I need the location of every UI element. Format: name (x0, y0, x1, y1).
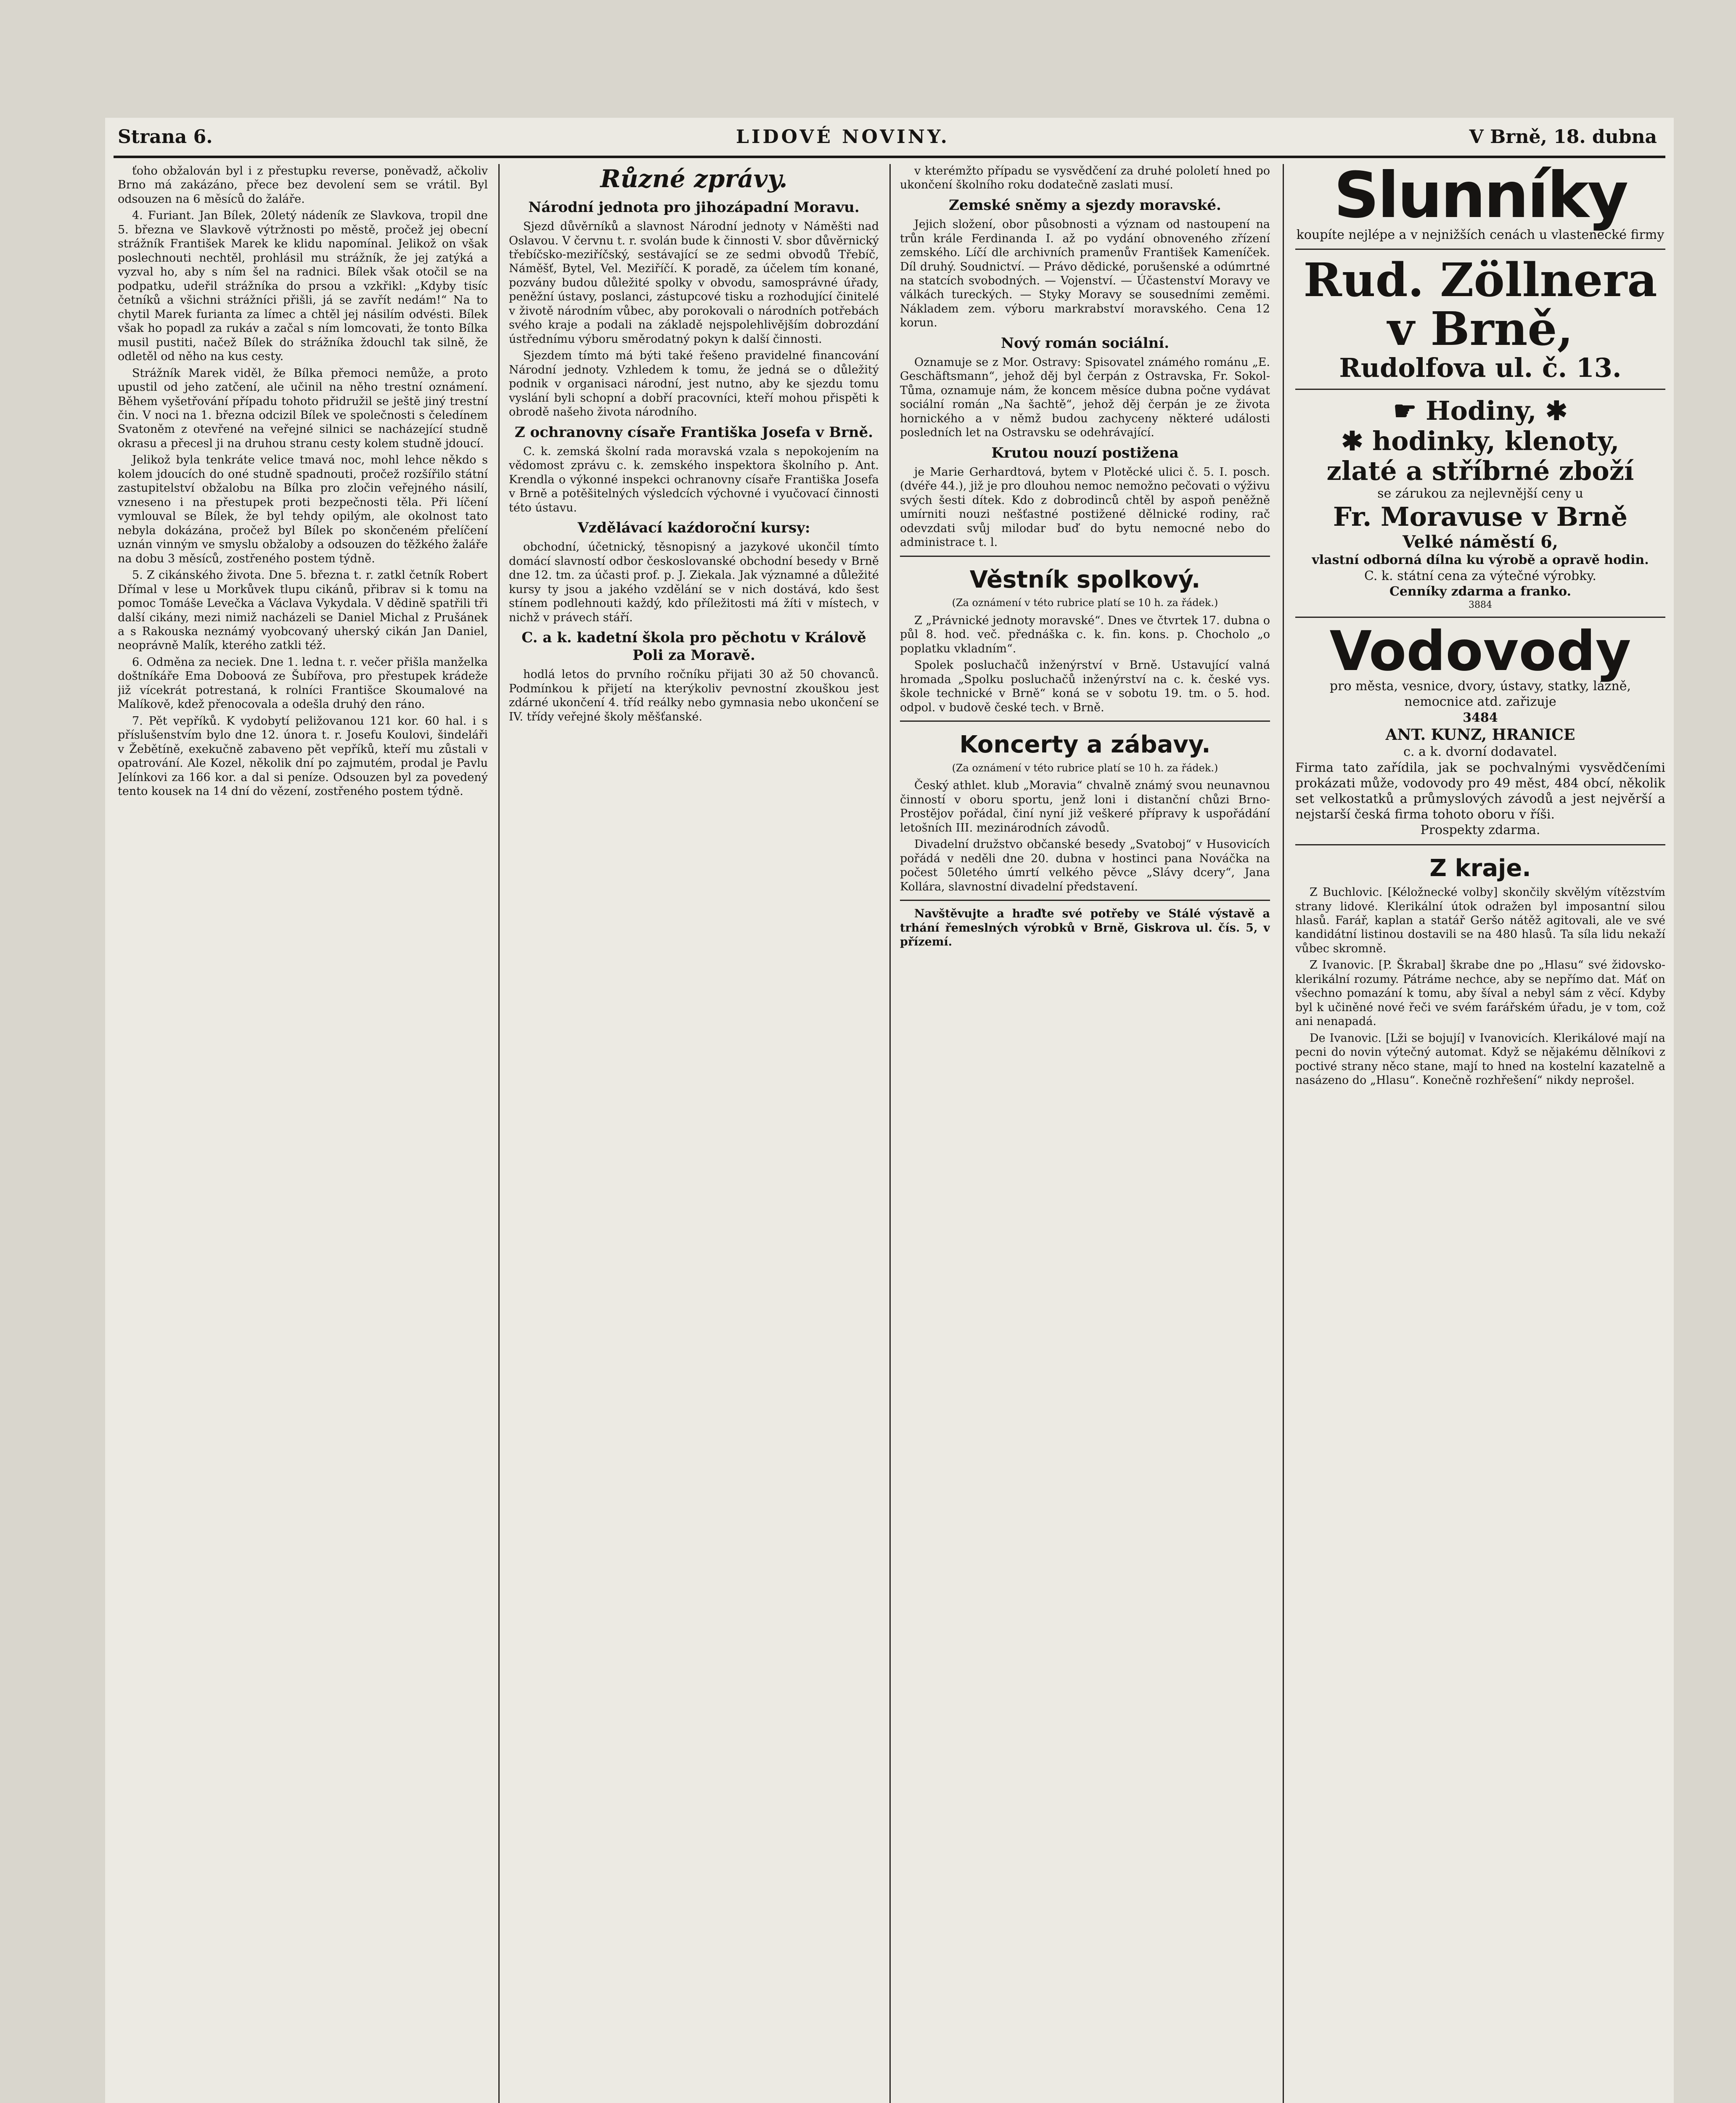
ad-line: C. k. státní cena za výtečné výrobky. (1364, 568, 1596, 583)
article-heading: C. a k. kadetní škola pro pěchotu v Králově Poli za Moravě. (521, 629, 866, 664)
page-number: Strana 6. (118, 126, 213, 148)
article-paragraph: obchodní, účetnický, těsnopisný a jazykové ukončil tímto domácí slavností odbor českoslovanské obchodní besedy v Brně dne 12. tm. za účasti prof. p. J. Ziekala. Jak významné a důležité kursy ty jsou a jakého vzdělání se v nich dostává, kdo šest stínem podlehnouti každý, kdo příležitosti má žíti v místech, v nichž v právech stáří. (509, 540, 879, 624)
column-news-and-societies (900, 164, 1270, 2103)
article-paragraph: Divadelní družstvo občanské besedy „Svatoboj“ v Husovicích pořádá v neděli dne 20. dubna v hostinci pana Nováčka na počest 50letého úmrtí velkého pěvce „Slávy dcery“, Jana Kollára, slavnostní divadelní představení. (900, 838, 1270, 893)
section-heading: Různé zprávy. (600, 164, 788, 193)
article-paragraph: v kterémžto případu se vysvědčení za druhé pololetí hned po ukončení školního roku dodatečně zaslati musí. (900, 164, 1270, 192)
ad-line: Cenníky zdarma a franko. (1389, 584, 1572, 599)
ad-line: se zárukou za nejlevnější ceny u (1377, 486, 1583, 501)
article-heading: Z ochranovny císaře Františka Josefa v Brně. (514, 424, 873, 441)
ad-title: Slunníky (1334, 164, 1627, 232)
section-heading: Z kraje. (1429, 854, 1531, 882)
article-paragraph: ťoho obžalován byl i z přestupku reverse, poněvadž, ačkoliv Brno má zakázáno, přece bez devolení sem se vrátil. Byl odsouzen na 6 měsíců do žaláře. (118, 164, 488, 206)
ad-firm-name: Rud. Zöllnera (1303, 253, 1657, 307)
ad-foot: Prospekty zdarma. (1420, 823, 1540, 838)
article-paragraph: Sjezd důvěrníků a slavnost Národní jednoty v Náměšti nad Oslavou. V červnu t. r. svolán bude k činnosti V. sbor důvěrnický třebíčsko-meziříčský, sestávající se ze sedmi obvodů Třebíč, Náměšť, Bytel, Vel. Meziříčí. K poradě, za účelem tím konané, pozvány budou důležité spolky v obvodu, samosprávné úřady, peněžní ústavy, poslanci, zástupcové tisku a rozhodující činitelé v životě národním vůbec, aby porokovali o národních potřebách svého kraje a podali na základě nejspolehlivějším dobrozdání ústřednímu výboru směrodatný pokyn k další činnosti. (509, 220, 879, 346)
ad-text: pro města, vesnice, dvory, ústavy, statky, lázně, nemocnice atd. zařizuje (1329, 679, 1631, 710)
divider (900, 720, 1270, 722)
divider (1295, 389, 1665, 390)
ad-line: vlastní odborná dílna ku výrobě a opravě hodin. (1312, 553, 1649, 568)
masthead (105, 126, 1674, 151)
section-heading: Věstník spolkový. (969, 566, 1201, 593)
article-reward: 6. Odměna za neciek. Dne 1. ledna t. r. večer přišla manželka doštníkáře Ema Doboová ze Šubířova, pro přestupek krádeže již vícekrát potrestaná, k rolníci Františce Skoumalové na Malíkově, kdež přenocovala a odešla druhý den ráno. (118, 655, 488, 711)
article-heading: Zemské sněmy a sjezdy moravské. (949, 196, 1221, 214)
column-various-news (509, 164, 879, 2103)
newspaper-page (105, 118, 1674, 2103)
article-paragraph: C. k. zemská školní rada moravská vzala s nepokojením na vědomost zprávu c. k. zemského inspektora školního p. Ant. Krendla o výkonné inspekci ochranovny císaře Františka Josefa v Brně a potěšitelných výsledcích výchovné i vyučovací činnosti této ústavu. (509, 445, 879, 514)
ad-side-number: 3884 (1469, 600, 1492, 611)
article-paragraph: hodlá letos do prvního ročníku přijati 30 až 50 chovanců. Podmínkou k přijetí na kterýkoliv pevnostní zkouškou jest zdárné ukončení 4. tříd reálky nebo gymnasia nebo ukončení se IV. třídy veřejné školy měšťanské. (509, 668, 879, 723)
ad-number: 3484 (1463, 710, 1498, 725)
article-heading: Krutou nouzí postižena (991, 444, 1179, 461)
divider (1295, 844, 1665, 845)
ad-line (1295, 426, 1665, 456)
rubric-note: (Za oznámení v této rubrice platí se 10 h. za řádek.) (952, 762, 1218, 774)
article-paragraph: Oznamuje se z Mor. Ostravy: Spisovatel známého románu „E. Geschäftsmann“, jehož děj byl čerpán z Ostravska, Fr. Sokol-Tůma, oznamuje nám, že koncem měsíce dubna počne vydávat sociální román „Na šachtě“, jehož děj čerpán je ze života hornického a v němž budou zachyceny některé události posledních let na Ostravsku se odehrávající. (900, 356, 1270, 440)
ad-line-text: hodinky, klenoty, (1372, 425, 1620, 456)
ad-line: Velké náměstí 6, (1403, 532, 1558, 552)
rubric-note: (Za oznámení v této rubrice platí se 10 h. za řádek.) (952, 597, 1218, 609)
column-court-reports (118, 164, 488, 2103)
article-paragraph: De Ivanovic. [Lži se bojují] v Ivanovicích. Klerikálové mají na pecni do novin výtečný automat. Když se nějakému dělníkovi z poctivé strany něco stane, mají to hned na kostelní kazatelně a nasázeno do „Hlasu“. Konečně rozhřešení“ nikdy neprošel. (1295, 1031, 1665, 1087)
article-paragraph: Z „Právnické jednoty moravské“. Dnes ve čtvrtek 17. dubna o půl 8. hod. več. přednáška c. k. fin. kons. p. Chocholo „o poplatku vkladním“. (900, 614, 1270, 655)
ad-line-text: Hodiny, (1426, 395, 1537, 426)
article-gypsy-life: 5. Z cikánského života. Dne 5. března t. r. zatkl četník Robert Dřímal v lese u Morkůvek tlupu cikánů, přibrav si k tomu na pomoc Tomáše Levečka a Václava Vykydala. V dědině spatřili tři další cikány, mezi nimiž nacházeli se Daniel Michal z Prušánek a s Rakouska neznámý vyobcovaný uherský cikán Jan Daniel, neoprávně Malík, kterého zatkli též. (118, 569, 488, 652)
column-divider (498, 164, 500, 2103)
article-five-piglets: 7. Pět vepříků. K vydobytí peližovanou 121 kor. 60 hal. i s příslušenstvím bylo dne 12. února t. r. Josefu Koulovi, šindeláři v Žebětíně, exekučně zabaveno pět vepříků, kteří mu zůstali v opatrování. Ale Kozel, několik dní po zajmutém, prodal je Pavlu Jelínkovi za 166 kor. a dal si peníze. Odsouzen byl za povedený tento kousek na 14 dní do vězení, zostřeného postem týdně. (118, 714, 488, 798)
ad-moravus (1295, 396, 1665, 611)
issue-date: V Brně, 18. dubna (1469, 126, 1657, 148)
article-paragraph: Jejich složení, obor působnosti a význam od nastoupení na trůn krále Ferdinanda I. až po vydání obnoveného zřízení zemského. Líčí dle archivních pramenův František Kameníček. Díl druhý. Soudnictví. — Právo dědické, porušenské a odúmrtné na statcích svobodných. — Vojenství. — Účastenství Moravy ve válkách tureckých. — Styky Moravy se sousedními zeměmi. Nákladem zem. výboru markrabství moravského. Cena 12 korun. (900, 218, 1270, 330)
article-paragraph: Z Ivanovic. [P. Škrabal] škrabe dne po „Hlasu“ své židovsko-klerikální rozumy. Pátráme nechce, aby se nepřímo dat. Máť on všechno pomazání k tomu, aby šíval a nebyl sám z věcí. Kdyby byl k učiněné nové řeči ve svém farářském úřadu, je v tom, což ani nenapadá. (1295, 959, 1665, 1028)
divider (1295, 249, 1665, 250)
article-heading: Národní jednota pro jihozápadní Moravu. (528, 199, 860, 216)
star-icon: ✱ (1545, 395, 1568, 426)
article-paragraph: Strážník Marek viděl, že Bílka přemoci nemůže, a proto upustil od jeho zatčení, ale učinil na něho trestní oznámení. Během vyšetřování případu tohoto přidružil se ještě jiný trestní čin. V noci na 1. března odcizil Bílek ve společnosti s čeledínem Svatoněm z otevřené na veřejné silnici se nacházející studně okrasu a přecesl ji na druhou stranu cesty kolem studně jdoucí. (118, 366, 488, 450)
ad-firm: ANT. KUNZ, HRANICE (1385, 726, 1575, 744)
ad-slunniky (1295, 164, 1665, 243)
ad-text: koupíte nejlépe a v nejnižších cenách u vlastenecké firmy (1296, 228, 1665, 242)
article-heading: Nový román sociální. (1000, 334, 1170, 352)
ad-line (1295, 396, 1665, 426)
article-furiant: 4. Furiant. Jan Bílek, 20letý nádeník ze Slavkova, tropil dne 5. března ve Slavkově výtržnosti po městě, pročež jej obecní strážník František Marek ke klidu napomínal. Jelikož on však poslechnouti nechtěl, prohlásil mu strážník, že jej zatýká a vyzval ho, aby s ním šel na radnici. Bílek však otočil se na podpatku, udeřil strážníka do prsou a vzkřikl: „Kdyby tisíc četníků a všichni strážníci přišli, já se zavřít nedám!“ Na to chytil Marek furianta za límec a chtěl jej násilím odvésti. Bílek však ho popadl za rukáv a začal s ním lomcovati, že tonto Bílka musil pustiti, načež Bílek do strážníka ždouchl tak silně, že odletěl od něho na kus cesty. (118, 209, 488, 363)
article-paragraph: Jelikož byla tenkráte velice tmavá noc, mohl lehce někdo s kolem jdoucích do oné studně spadnouti, pročež rozšířilo státní zastupitelství obžalobu na Bílka pro zločin veřejného násilí, vzneseno i na přestupek proti bezpečnosti těla. Při líčení vymlouval se Bílek, že byl tehdy opilým, ale okolnost tato nebyla dokázána, pročež byl Bílek po skončeném přelíčení uznán vinným ve smyslu obžaloby a odsouzen do těžkého žaláře na dobu 3 měsíců, zostřeného postem týdně. (118, 453, 488, 565)
divider (1295, 617, 1665, 618)
exhibition-notice: Navštěvujte a hraďte své potřeby ve Stálé výstavě a trhání řemeslných výrobků v Brně, Giskrova ul. čís. 5, v přízemí. (900, 907, 1270, 949)
divider (900, 556, 1270, 557)
masthead-rule (114, 156, 1665, 158)
article-paragraph: Sjezdem tímto má býti také řešeno pravidelné financování Národní jednoty. Vzhledem k tomu, že jedná se o důležitý podnik v organisaci národní, jest nutno, aby ke sjezdu tomu vyslání byli schopní a dobří pracovníci, kteří mohou přispěti k obrodě našeho života národního. (509, 349, 879, 419)
ad-street: Rudolfova ul. č. 13. (1339, 352, 1622, 384)
divider (900, 900, 1270, 901)
ad-line: zlaté a stříbrné zboží (1326, 456, 1634, 487)
article-paragraph: Český athlet. klub „Moravia“ chvalně známý svou neunavnou činností v oboru sportu, jenž loni i distanční chůzi Brno-Prostějov pořádal, činí nyní již veškeré přípravy k uspořádání letošních III. mezinárodních závodů. (900, 779, 1270, 834)
ad-zollner (1295, 253, 1665, 384)
ad-sub: c. a k. dvorní dodavatel. (1403, 744, 1557, 760)
ad-city: v Brně, (1387, 301, 1573, 356)
article-paragraph: Z Buchlovic. [Kéložnecké volby] skončily skvělým vítězstvím strany lidové. Klerikální útok odražen byl imposantní silou hlasů. Farář, kaplan a statář Geršo nátěž agitovali, ale ve své kandidátní listinou dostavili se na 480 hlasů. Ta síla lidu nekaží vůbec skromně. (1295, 886, 1665, 955)
section-heading: Koncerty a zábavy. (959, 731, 1211, 759)
ad-body: Firma tato zařídila, jak se pochvalnými vysvědčeními prokázati může, vodovody pro 49 měst, 484 obcí, několik set velkostatků a průmyslových závodů a jest nejvěrší a nejstarší česká firma tohoto oboru v říši. (1295, 760, 1665, 822)
article-heading: Vzdělávací kaźdoroční kursy: (577, 519, 810, 537)
ad-vodovody (1295, 619, 1665, 838)
column-divider (889, 164, 891, 2103)
article-paragraph: Spolek posluchačů inženýrství v Brně. Ustavující valná hromada „Spolku posluchačů inženýrství na c. k. české vys. škole technické v Brně“ koná se v sobotu 19. tm. o 5. hod. odpol. v budově české tech. v Brně. (900, 659, 1270, 714)
star-icon: ✱ (1341, 425, 1363, 456)
newspaper-title: LIDOVÉ NOVINY. (736, 126, 950, 148)
column-divider (1283, 164, 1284, 2103)
article-paragraph: je Marie Gerhardtová, bytem v Plotěcké ulici č. 5. I. posch. (dvéře 44.), již je pro dlouhou nemoc nemožno pečovati o výživu svých šesti dítek. Kdo z dobrodinců chtěl by aspoň peněžně umírniti nouzi nešťastné postižené dělnické rodiny, rač odevzdati svůj milodar buď do bytu nemocné nebo do administrace t. l. (900, 465, 1270, 549)
pointing-hand-icon: ☛ (1393, 395, 1417, 426)
column-ads-regional (1295, 164, 1665, 2103)
ad-title: Vodovody (1329, 619, 1631, 683)
ad-line: Fr. Moravuse v Brně (1333, 501, 1628, 532)
